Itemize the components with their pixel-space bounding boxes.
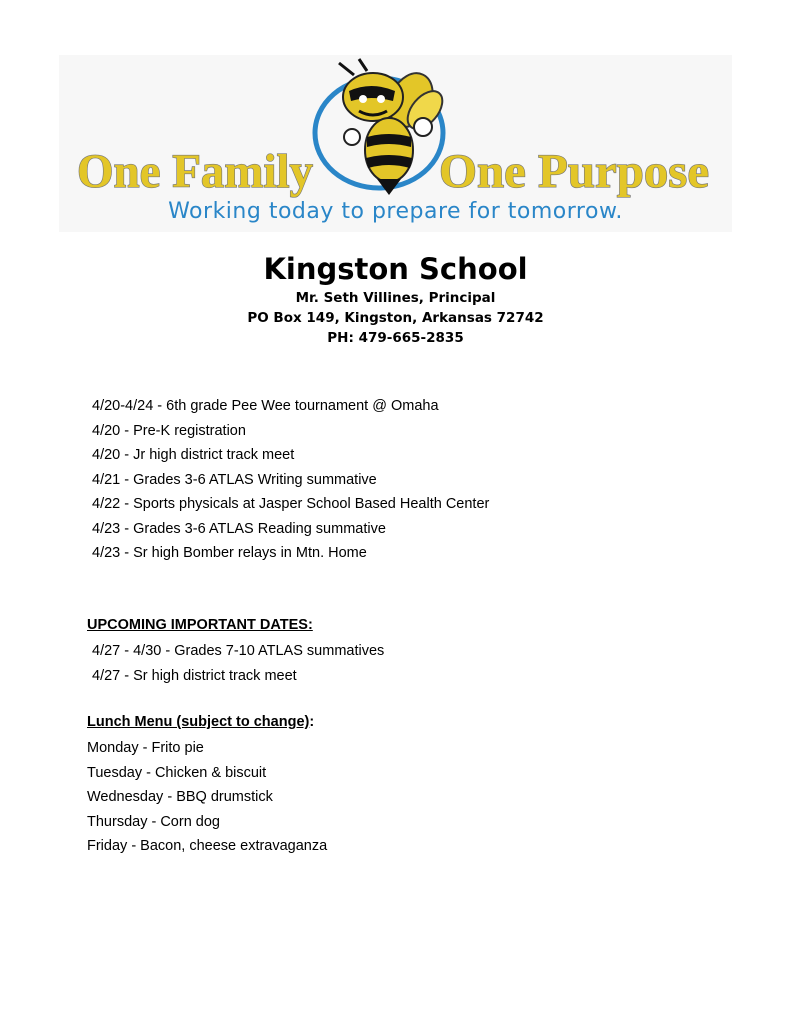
slogan-right: One Purpose xyxy=(439,145,709,198)
list-item: 4/21 - Grades 3-6 ATLAS Writing summative xyxy=(92,471,377,488)
list-item: 4/20 - Pre-K registration xyxy=(92,422,246,439)
list-item: 4/20-4/24 - 6th grade Pee Wee tournament @ Omaha xyxy=(92,398,439,414)
list-item: Monday - Frito pie xyxy=(87,740,204,756)
list-item: Friday - Bacon, cheese extravaganza xyxy=(87,838,328,854)
list-item: Thursday - Corn dog xyxy=(87,813,220,830)
week-events-list xyxy=(92,394,489,566)
list-item: 4/22 - Sports physicals at Jasper School Based Health Center xyxy=(92,496,490,512)
tagline: Working today to prepare for tomorrow. xyxy=(168,199,623,224)
lunch-menu-title: Lunch Menu (subject to change) xyxy=(87,714,310,730)
principal-line: Mr. Seth Villines, Principal xyxy=(295,290,496,306)
list-item: 4/27 - Sr high district track meet xyxy=(92,667,297,684)
lunch-menu-colon: : xyxy=(309,714,315,730)
address-line: PO Box 149, Kingston, Arkansas 72742 xyxy=(247,310,544,326)
slogan-left: One Family xyxy=(77,145,313,198)
lunch-menu-list xyxy=(87,736,327,859)
header-banner xyxy=(59,55,732,232)
list-item: 4/20 - Jr high district track meet xyxy=(92,447,295,463)
upcoming-dates-list xyxy=(92,639,384,688)
list-item: Wednesday - BBQ drumstick xyxy=(87,789,273,805)
list-item: 4/23 - Grades 3-6 ATLAS Reading summative xyxy=(92,520,386,537)
list-item: Tuesday - Chicken & biscuit xyxy=(87,764,267,781)
list-item: 4/27 - 4/30 - Grades 7-10 ATLAS summatives xyxy=(92,643,385,659)
school-name: Kingston School xyxy=(263,252,528,286)
phone-line: PH: 479-665-2835 xyxy=(327,330,464,346)
yellow-jacket-mascot-icon xyxy=(339,59,449,195)
upcoming-dates-heading: UPCOMING IMPORTANT DATES: xyxy=(87,617,313,633)
school-header xyxy=(0,250,791,348)
lunch-menu-heading xyxy=(87,714,314,730)
list-item: 4/23 - Sr high Bomber relays in Mtn. Home xyxy=(92,545,367,561)
